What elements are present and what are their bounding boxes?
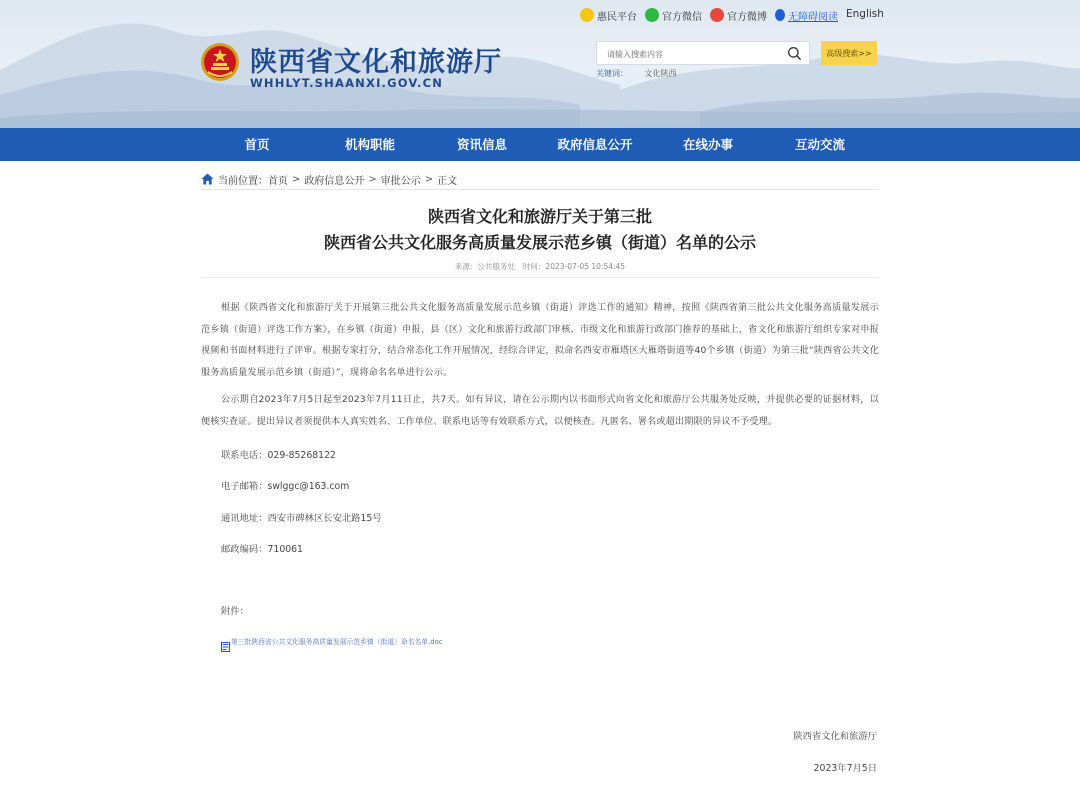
signature-org: 陕西省文化和旅游厅 [793,731,877,742]
wechat-icon [645,8,659,22]
meta-divider [201,277,879,278]
mini-program-icon [580,8,594,22]
nav-item-functions[interactable]: 机构职能 [344,137,396,152]
article-paragraph-2: 公示期自2023年7月5日起至2023年7月11日止，共7天。如有异议，请在公示期内以书面形式向省文化和旅游厅公共服务处反映，并提供必要的证据材料，以便核实查证。提出异议者须提供本人真实姓名、工作单位、联系电话等有效联系方式，以便核查。凡匿名、署名或超出期限的异议不予受理。 [201,395,879,427]
contact-postcode: 邮政编码：710061 [221,544,303,555]
home-icon [201,173,214,185]
nav-item-online-services[interactable]: 在线办事 [682,137,734,152]
hot-keywords [596,68,677,79]
nav-item-news[interactable]: 资讯信息 [456,137,508,152]
english-link[interactable]: English [846,8,884,20]
top-links [580,7,846,23]
attachment-filename[interactable]: 第三批陕西省公共文化服务高质量发展示范乡镇（街道）命名名单.doc [231,638,443,646]
hot-keyword-link[interactable]: 文化陕西 [644,69,677,78]
search-box [596,41,810,65]
search-input[interactable] [597,44,777,66]
nav-item-gov-info[interactable]: 政府信息公开 [557,137,633,152]
toplink-weibo[interactable]: 官方微博 [710,8,767,23]
nav-item-home[interactable]: 首页 [244,137,270,152]
mountain-background-art [0,0,1080,128]
breadcrumb-separator: > [292,173,301,185]
article-meta [200,261,880,272]
weibo-icon [710,8,724,22]
breadcrumb-approval[interactable]: 审批公示 [380,175,421,187]
breadcrumb-separator: > [424,173,434,185]
contact-email: 电子邮箱：swlggc@163.com [221,481,350,492]
breadcrumb-home[interactable]: 首页 [268,175,288,187]
article-paragraph-1: 根据《陕西省文化和旅游厅关于开展第三批公共文化服务高质量发展示范乡镇（街道）评选工作的通知》精神，按照《陕西省第三批公共文化服务高质量发展示范乡镇（街道）评选工作方案》，在乡镇（街道）申报、县（区）文化和旅游行政部门审核、市级文化和旅游行政部门推荐的基础上，省文化和旅游厅组织专家对申报视频和书面材料进行了评审。根据专家打分，结合常态化工作开展情况，经综合评定，拟命名西安市雁塔区大雁塔街道等40个乡镇（街道）为第三批“陕西省公共文化服务高质量发展示范乡镇（街道）”，现将命名名单进行公示。 [201,303,879,378]
breadcrumb-separator: > [368,173,377,185]
toplink-wechat[interactable]: 官方微信 [645,8,702,23]
site-domain: WHHLYT.SHAANXI.GOV.CN [250,76,444,90]
toplink-accessibility[interactable]: 无障碍阅读 [775,8,838,23]
attachment-label: 附件： [221,606,249,617]
advanced-search-button[interactable]: 高级搜索>> [821,41,877,65]
article-title-line1: 陕西省文化和旅游厅关于第三批 [427,207,652,226]
emblem-icon [200,42,240,82]
toplink-mini-program[interactable]: 惠民平台 [580,8,637,23]
accessibility-icon [775,9,785,21]
contact-phone: 联系电话：029-85268122 [221,450,336,461]
signature-date: 2023年7月5日 [813,763,877,774]
article-time: 时间：2023-07-05 10:54:45 [522,262,626,271]
article-source: 来源：公共服务处 [454,262,515,271]
nav-item-interaction[interactable]: 互动交流 [794,137,846,152]
breadcrumb-divider [201,189,879,190]
breadcrumb-current: 正文 [437,175,458,187]
search-icon[interactable] [787,46,802,61]
doc-icon [221,642,230,652]
hot-keywords-label: 关键词： [596,69,628,78]
breadcrumb [201,172,457,186]
site-title[interactable]: 陕西省文化和旅游厅 [250,47,502,78]
contact-address: 通讯地址：西安市碑林区长安北路15号 [221,513,382,524]
breadcrumb-gov-info[interactable]: 政府信息公开 [304,175,365,187]
site-header [0,0,1080,128]
main-nav [0,128,1080,161]
article-title-line2: 陕西省公共文化服务高质量发展示范乡镇（街道）名单的公示 [323,233,756,252]
attachment-link[interactable] [221,636,442,652]
breadcrumb-label: 当前位置： [218,175,268,187]
